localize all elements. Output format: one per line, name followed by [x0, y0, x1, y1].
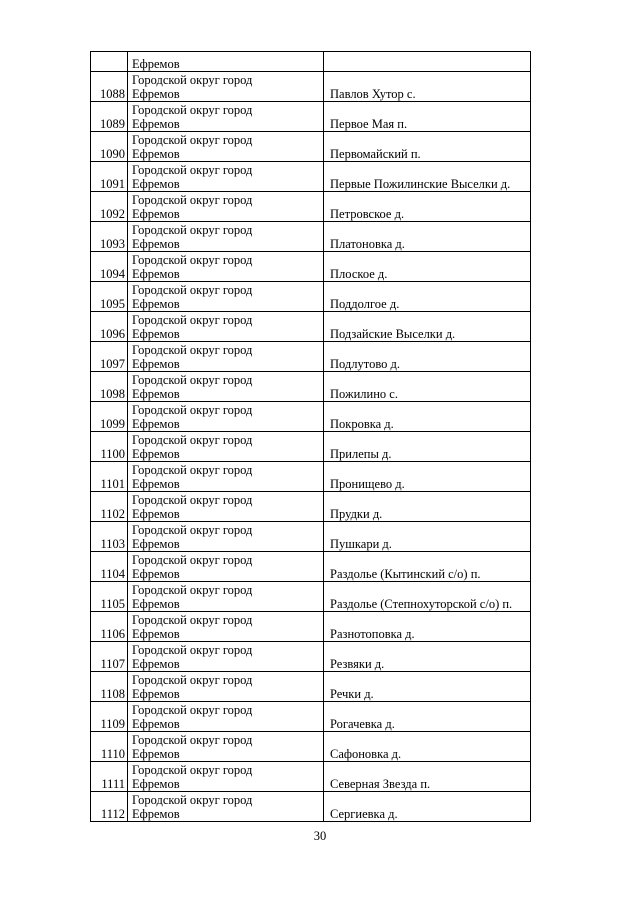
- settlement-name-cell: Прилепы д.: [324, 432, 531, 462]
- district-line2: Ефремов: [132, 507, 180, 521]
- district-cell: [128, 462, 324, 492]
- district-cell: [128, 432, 324, 462]
- row-number-cell: 1108: [91, 672, 128, 702]
- district-line1: Городской округ город: [132, 103, 253, 117]
- row-number-cell: 1101: [91, 462, 128, 492]
- row-number-cell: 1104: [91, 552, 128, 582]
- district-cell: [128, 642, 324, 672]
- district-cell: [128, 522, 324, 552]
- settlement-name-cell: Плоское д.: [324, 252, 531, 282]
- settlement-name-cell: Первое Мая п.: [324, 102, 531, 132]
- district-line2: Ефремов: [132, 57, 180, 71]
- district-line1: Городской округ город: [132, 283, 253, 297]
- district-cell: [128, 702, 324, 732]
- row-number-cell: 1110: [91, 732, 128, 762]
- settlement-name-cell: Сафоновка д.: [324, 732, 531, 762]
- row-number-cell: 1102: [91, 492, 128, 522]
- page-number: 30: [313, 829, 327, 843]
- district-cell: [128, 372, 324, 402]
- table-row: [91, 672, 531, 702]
- district-cell: [128, 72, 324, 102]
- row-number-cell: 1095: [91, 282, 128, 312]
- district-line1: Городской округ город: [132, 523, 253, 537]
- row-number-cell: 1106: [91, 612, 128, 642]
- district-line2: Ефремов: [132, 717, 180, 731]
- settlement-name-cell: Павлов Хутор с.: [324, 72, 531, 102]
- row-number-cell: 1090: [91, 132, 128, 162]
- table-row: [91, 462, 531, 492]
- row-number-cell: 1107: [91, 642, 128, 672]
- table-row: [91, 192, 531, 222]
- settlement-name-cell: Пронищево д.: [324, 462, 531, 492]
- row-number-cell: 1103: [91, 522, 128, 552]
- district-line1: Городской округ город: [132, 643, 253, 657]
- row-number-cell: 1092: [91, 192, 128, 222]
- table-row: [91, 72, 531, 102]
- district-cell: [128, 492, 324, 522]
- district-line1: Городской округ город: [132, 793, 253, 807]
- district-line2: Ефремов: [132, 597, 180, 611]
- district-line2: Ефремов: [132, 807, 180, 821]
- district-line1: Городской округ город: [132, 553, 253, 567]
- settlement-name-cell: Рогачевка д.: [324, 702, 531, 732]
- district-line1: Городской округ город: [132, 163, 253, 177]
- district-line1: Городской округ город: [132, 133, 253, 147]
- district-line2: Ефремов: [132, 237, 180, 251]
- district-line2: Ефремов: [132, 477, 180, 491]
- district-line2: Ефремов: [132, 387, 180, 401]
- district-line2: Ефремов: [132, 627, 180, 641]
- settlement-name-cell: Разнотоповка д.: [324, 612, 531, 642]
- table-row: [91, 372, 531, 402]
- table-row: [91, 102, 531, 132]
- settlement-name-cell: Резвяки д.: [324, 642, 531, 672]
- district-line2: Ефремов: [132, 327, 180, 341]
- table-row: [91, 582, 531, 612]
- district-cell: [128, 52, 324, 72]
- district-cell: [128, 402, 324, 432]
- table-row: [91, 252, 531, 282]
- district-line2: Ефремов: [132, 537, 180, 551]
- row-number-cell: 1088: [91, 72, 128, 102]
- table-row: [91, 522, 531, 552]
- district-line2: Ефремов: [132, 747, 180, 761]
- settlement-name-cell: Платоновка д.: [324, 222, 531, 252]
- district-cell: [128, 162, 324, 192]
- district-line1: Городской округ город: [132, 253, 253, 267]
- district-line2: Ефремов: [132, 147, 180, 161]
- district-line2: Ефремов: [132, 567, 180, 581]
- district-line1: Городской округ город: [132, 343, 253, 357]
- district-cell: [128, 222, 324, 252]
- row-number-cell: 1091: [91, 162, 128, 192]
- row-number-cell: 1099: [91, 402, 128, 432]
- table-row: [91, 552, 531, 582]
- district-line1: Городской округ город: [132, 193, 253, 207]
- district-line2: Ефремов: [132, 417, 180, 431]
- settlement-name-cell: Раздолье (Степнохуторской с/о) п.: [324, 582, 531, 612]
- settlement-name-cell: Поддолгое д.: [324, 282, 531, 312]
- settlement-name-cell: Речки д.: [324, 672, 531, 702]
- district-cell: [128, 132, 324, 162]
- district-line1: Городской округ город: [132, 433, 253, 447]
- district-cell: [128, 252, 324, 282]
- district-cell: [128, 762, 324, 792]
- row-number-cell: 1100: [91, 432, 128, 462]
- settlement-name-cell: Первые Пожилинские Выселки д.: [324, 162, 531, 192]
- table-row: [91, 282, 531, 312]
- settlement-name-cell: Раздолье (Кытинский с/о) п.: [324, 552, 531, 582]
- table-row: [91, 132, 531, 162]
- district-line1: Городской округ город: [132, 223, 253, 237]
- table-row: [91, 732, 531, 762]
- settlement-name-cell: Прудки д.: [324, 492, 531, 522]
- settlement-name-cell: Пожилино с.: [324, 372, 531, 402]
- district-line2: Ефремов: [132, 267, 180, 281]
- settlement-name-cell: Первомайский п.: [324, 132, 531, 162]
- district-cell: [128, 582, 324, 612]
- row-number-cell: 1098: [91, 372, 128, 402]
- table-row-continuation: [91, 52, 531, 72]
- district-line1: Городской округ город: [132, 703, 253, 717]
- settlement-name-cell: Подлутово д.: [324, 342, 531, 372]
- table-row: [91, 432, 531, 462]
- table-row: [91, 642, 531, 672]
- district-cell: [128, 282, 324, 312]
- table-row: [91, 342, 531, 372]
- district-cell: [128, 552, 324, 582]
- district-line2: Ефремов: [132, 297, 180, 311]
- district-line2: Ефремов: [132, 357, 180, 371]
- district-line2: Ефремов: [132, 207, 180, 221]
- row-number-cell: 1093: [91, 222, 128, 252]
- district-line2: Ефремов: [132, 447, 180, 461]
- table-row: [91, 162, 531, 192]
- row-number-cell: 1089: [91, 102, 128, 132]
- settlement-name-cell: Северная Звезда п.: [324, 762, 531, 792]
- district-line2: Ефремов: [132, 177, 180, 191]
- district-cell: [128, 732, 324, 762]
- district-line2: Ефремов: [132, 117, 180, 131]
- settlement-name-cell: Покровка д.: [324, 402, 531, 432]
- settlement-name-cell: Сергиевка д.: [324, 792, 531, 822]
- district-cell: [128, 342, 324, 372]
- district-line1: Городской округ город: [132, 493, 253, 507]
- district-line1: Городской округ город: [132, 763, 253, 777]
- table-row: [91, 402, 531, 432]
- settlement-name-cell: Пушкари д.: [324, 522, 531, 552]
- district-cell: [128, 312, 324, 342]
- settlement-name-cell: Подзайские Выселки д.: [324, 312, 531, 342]
- district-cell: [128, 612, 324, 642]
- row-number-cell: [91, 52, 128, 72]
- table-row: [91, 702, 531, 732]
- district-line1: Городской округ город: [132, 463, 253, 477]
- table-row: [91, 792, 531, 822]
- district-line1: Городской округ город: [132, 583, 253, 597]
- table-row: [91, 762, 531, 792]
- district-cell: [128, 792, 324, 822]
- district-cell: [128, 672, 324, 702]
- district-line1: Городской округ город: [132, 373, 253, 387]
- district-cell: [128, 192, 324, 222]
- district-line2: Ефремов: [132, 657, 180, 671]
- district-line1: Городской округ город: [132, 73, 253, 87]
- table-body: [91, 52, 531, 822]
- row-number-cell: 1105: [91, 582, 128, 612]
- district-line1: Городской округ город: [132, 403, 253, 417]
- district-line1: Городской округ город: [132, 313, 253, 327]
- district-line2: Ефремов: [132, 87, 180, 101]
- table-row: [91, 222, 531, 252]
- table-row: [91, 612, 531, 642]
- row-number-cell: 1096: [91, 312, 128, 342]
- row-number-cell: 1094: [91, 252, 128, 282]
- district-line1: Городской округ город: [132, 613, 253, 627]
- row-number-cell: 1111: [91, 762, 128, 792]
- settlement-name-cell: [324, 52, 531, 72]
- row-number-cell: 1097: [91, 342, 128, 372]
- row-number-cell: 1109: [91, 702, 128, 732]
- table-row: [91, 312, 531, 342]
- settlements-table: [90, 51, 531, 822]
- district-line2: Ефремов: [132, 687, 180, 701]
- district-cell: [128, 102, 324, 132]
- district-line1: Городской округ город: [132, 733, 253, 747]
- row-number-cell: 1112: [91, 792, 128, 822]
- district-line2: Ефремов: [132, 777, 180, 791]
- table-row: [91, 492, 531, 522]
- settlement-name-cell: Петровское д.: [324, 192, 531, 222]
- district-line1: Городской округ город: [132, 673, 253, 687]
